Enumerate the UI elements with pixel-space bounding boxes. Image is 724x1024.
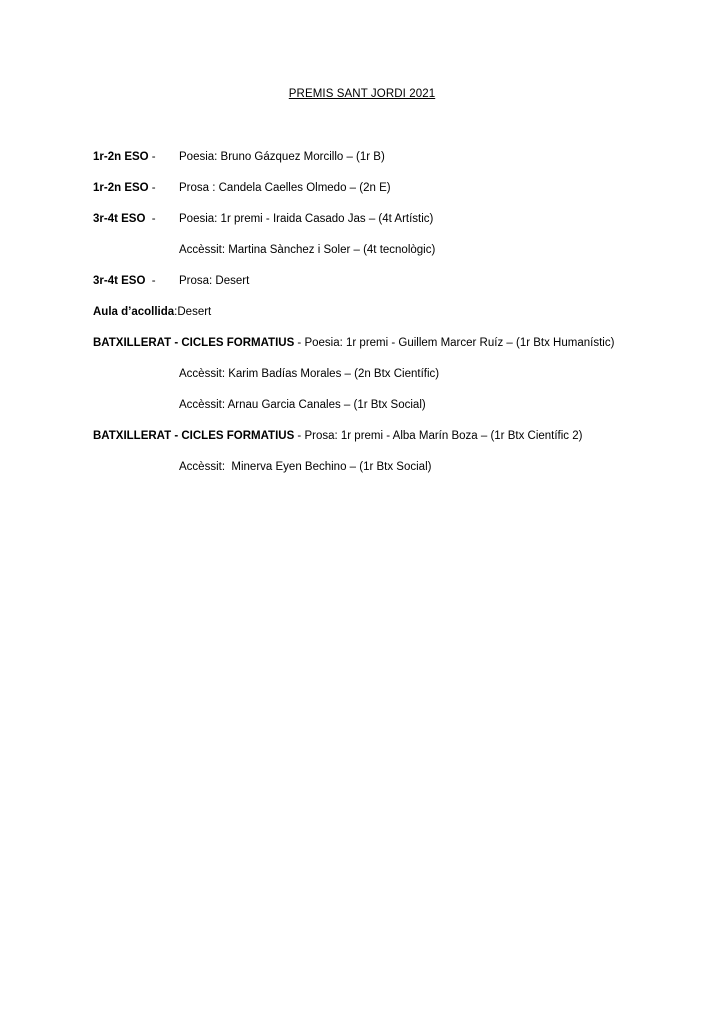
entry-label: 3r-4t ESO <box>93 275 146 287</box>
entry-label: Aula d’acollida <box>93 306 175 318</box>
entry-separator: - <box>145 213 156 225</box>
accessit-text: Accèssit: Martina Sànchez i Soler – (4t tecnològic) <box>179 244 436 256</box>
entry-text: Prosa : Candela Caelles Olmedo – (2n E) <box>179 182 391 194</box>
entry-separator: - <box>148 151 156 163</box>
entry-row <box>93 428 582 444</box>
accessit-text: Accèssit: Karim Badías Morales – (2n Btx Científic) <box>179 368 440 380</box>
entry-label: BATXILLERAT - CICLES FORMATIUS <box>93 337 295 349</box>
entry-row <box>93 304 211 320</box>
entry-text: - Prosa: 1r premi - Alba Marín Boza – (1r Btx Científic 2) <box>294 430 583 442</box>
entry-row <box>93 211 156 227</box>
accessit-text: Accèssit: Minerva Eyen Bechino – (1r Btx Social) <box>179 461 432 473</box>
accessit-text: Accèssit: Arnau Garcia Canales – (1r Btx Social) <box>179 399 426 411</box>
entry-separator: - <box>145 275 156 287</box>
entry-text: Poesia: Bruno Gázquez Morcillo – (1r B) <box>179 151 385 163</box>
entry-separator: : <box>174 306 178 318</box>
entry-separator: - <box>148 182 156 194</box>
entry-label: 3r-4t ESO <box>93 213 146 225</box>
entry-text: Desert <box>177 306 212 318</box>
entry-label: 1r-2n ESO <box>93 182 149 194</box>
page-title: PREMIS SANT JORDI 2021 <box>288 88 436 100</box>
entry-text: Poesia: 1r premi - Iraida Casado Jas – (4t Artístic) <box>179 213 434 225</box>
entry-label: BATXILLERAT - CICLES FORMATIUS <box>93 430 295 442</box>
entry-text: - Poesia: 1r premi - Guillem Marcer Ruíz – (1r Btx Humanístic) <box>294 337 615 349</box>
entry-row <box>93 335 614 351</box>
entry-label: 1r-2n ESO <box>93 151 149 163</box>
entry-row <box>93 149 156 165</box>
entry-row <box>93 180 156 196</box>
entry-row <box>93 273 156 289</box>
entry-text: Prosa: Desert <box>179 275 250 287</box>
